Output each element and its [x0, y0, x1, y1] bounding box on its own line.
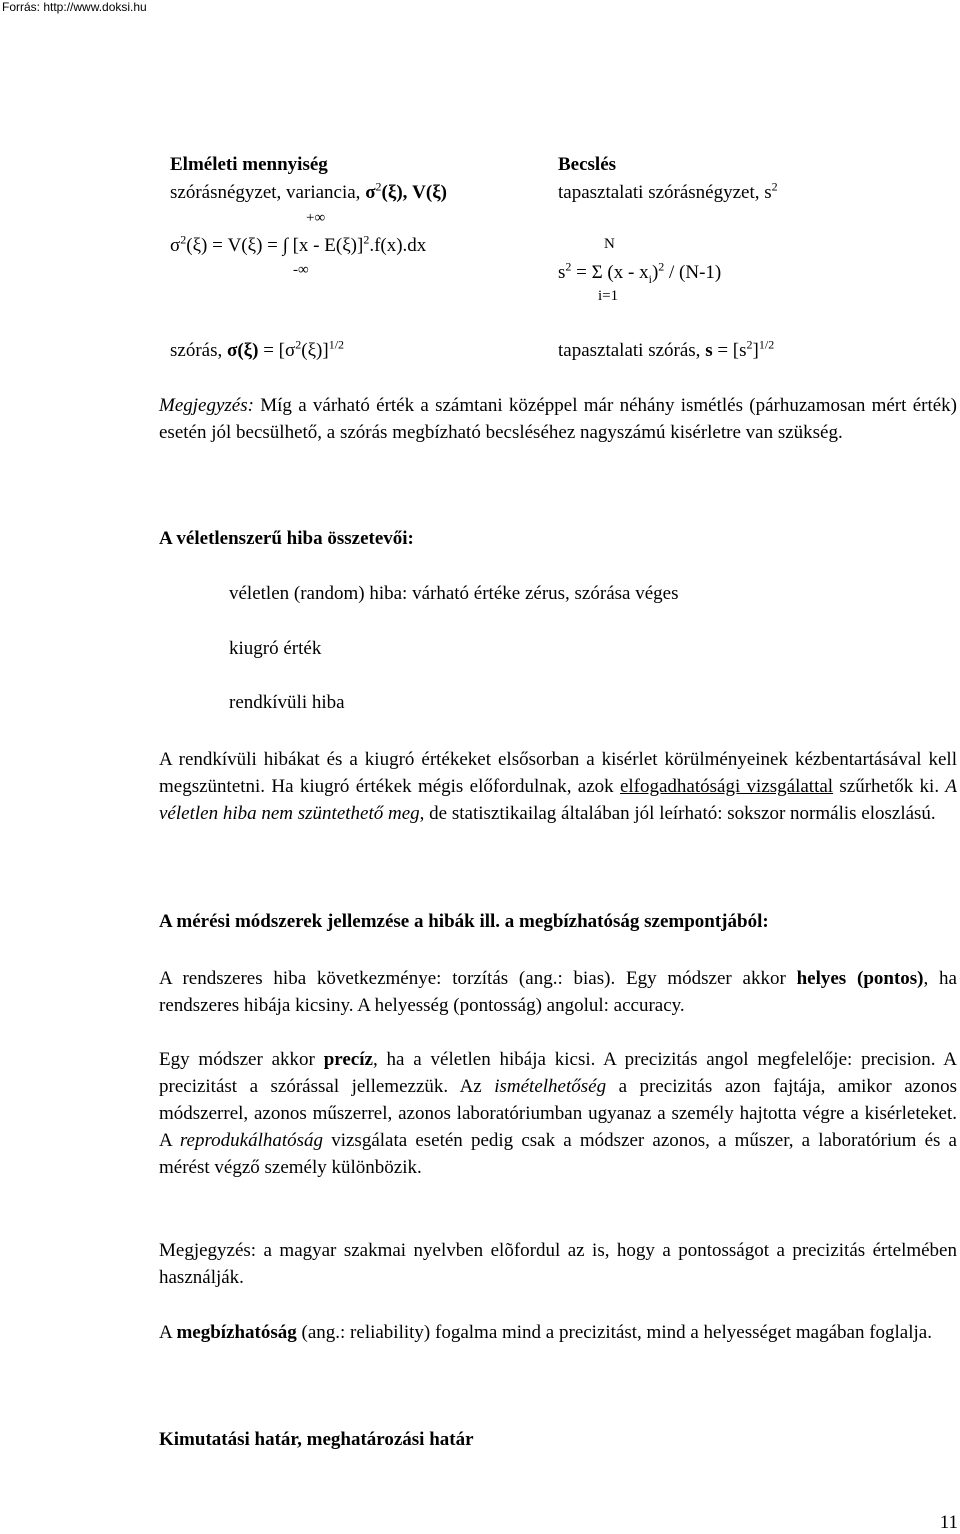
methods-heading: A mérési módszerek jellemzése a hibák ill. a megbízhatóság szempontjából: — [159, 911, 769, 932]
precision-paragraph: Egy módszer akkor precíz, ha a véletlen hibája kicsi. A precizitás angol megfelelője: precision. A precizitást a szórással jellemezzük. Az ismételhetőség a precizitás azon fajtája, amikor azonos módszerrel, azonos műszerrel, azonos laboratóriumban ugyanaz a személy hajtotta végre a kisérleteket. A reprodukálhatóság vizsgálata esetén pedig csak a módszer azonos, a műszer, a laboratórium és a mérést végző személy különbözik. — [159, 1049, 957, 1178]
left-variance-line: szórásnégyzet, variancia, $\sigma^2(\xi)$, V(ξ) — [170, 179, 448, 203]
note-paragraph-2: Megjegyzés: a magyar szakmai nyelvben elõfordul az is, hogy a pontosságot a precizitás értelmében használják. — [159, 1240, 957, 1288]
sum-lower-limit: i=1 — [598, 288, 619, 304]
sample-variance-formula: $s^2 = \Sigma$ $(x - x_i)^2 / (N-1)$ — [558, 259, 722, 286]
list-item: kiugró érték — [229, 638, 322, 659]
integral-lower-limit: -∞ — [293, 262, 309, 278]
random-error-paragraph: A rendkívüli hibákat és a kiugró értékeket elsősorban a kisérlet körülményeinek kézbentartásával kell megszüntetni. Ha kiugró értékek mégis előfordulnak, azok elfogadhatósági vizsgálattal szűrhetők ki. A véletlen hiba nem szüntethető meg, de statisztikailag általában jól leírható: sokszor normális eloszlású. — [159, 749, 957, 824]
left-column-title: Elméleti mennyiség — [170, 154, 328, 175]
final-heading: Kimutatási határ, meghatározási határ — [159, 1429, 474, 1450]
integral-upper-limit: +∞ — [306, 210, 326, 226]
page-number: 11 — [939, 1512, 958, 1533]
right-column-title: Becslés — [558, 154, 617, 175]
variance-formula: $\sigma^2(\xi) = V(\xi)$ = ∫ [x - E(ξ)]$^2$.f(x).dx — [170, 232, 427, 256]
reliability-paragraph: A megbízhatóság (ang.: reliability) fogalma mind a precizitást, mind a helyességet magában foglalja. — [159, 1322, 932, 1343]
right-variance-line: tapasztalati szórásnégyzet, $s^2$ — [558, 179, 778, 203]
sum-upper-limit: N — [604, 236, 615, 252]
std-dev-formula: szórás, $\sigma(\xi) = [\sigma^2(\xi)]^{1/2}$ — [170, 337, 345, 361]
source-url: Forrás: http://www.doksi.hu — [2, 0, 147, 14]
accuracy-paragraph: A rendszeres hiba következménye: torzítás (ang.: bias). Egy módszer akkor helyes (pontos), ha rendszeres hibája kicsiny. A helyesség (pontosság) angolul: accuracy. — [159, 968, 957, 1016]
note-paragraph: Megjegyzés: Míg a várható érték a számtani középpel már néhány ismétlés (párhuzamosan mért érték) esetén jól becsülhető, a szórás megbízható becsléséhez nagyszámú kisérletre van szükség. — [159, 395, 957, 443]
sample-std-formula: tapasztalati szórás, $s = [s^2]^{1/2}$ — [558, 337, 775, 361]
list-item: rendkívüli hiba — [229, 692, 345, 713]
list-item: véletlen (random) hiba: várható értéke zérus, szórása véges — [229, 583, 679, 604]
random-error-heading: A véletlenszerű hiba összetevői: — [159, 528, 414, 549]
